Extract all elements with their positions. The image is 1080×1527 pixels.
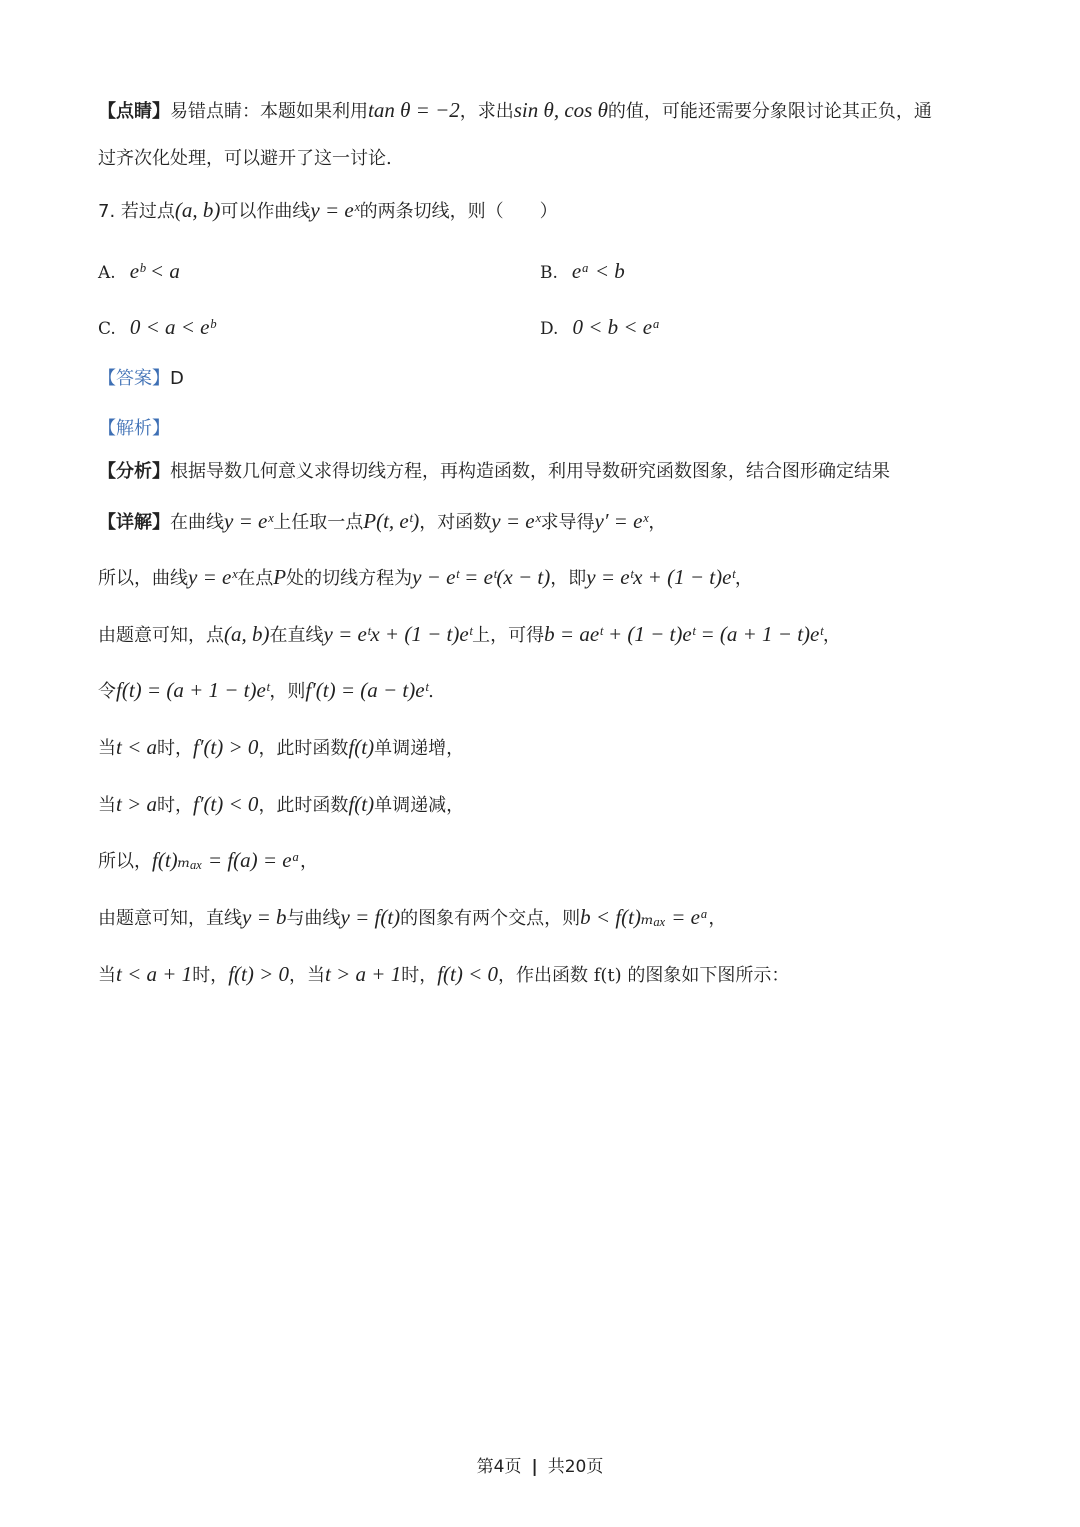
total-pages: 共20页 <box>547 1457 604 1477</box>
xiangjie-line: 【详解】在曲线y = eˣ上任取一点P(t, eᵗ)，对函数y = eˣ求导得y′ = eˣ， <box>98 509 667 533</box>
step-line: 所以，f(t)ₘₐₓ = f(a) = eᵃ， <box>98 848 318 872</box>
step-line: 由题意可知，点(a, b)在直线y = eᵗx + (1 − t)eᵗ上，可得b = aeᵗ + (1 − t)eᵗ = (a + 1 − t)eᵗ， <box>98 622 841 646</box>
option-math: eᵃ < b <box>571 259 625 283</box>
option-letter: B. <box>540 263 558 283</box>
option-math: eᵇ < a <box>129 259 180 283</box>
question-stem: 7. 若过点(a, b)可以作曲线y = eˣ的两条切线，则（ ） <box>98 198 558 222</box>
dianjing-line-2: 过齐次化处理，可以避开了这一讨论. <box>98 148 392 169</box>
step-line: 当t < a时，f′(t) > 0，此时函数f(t)单调递增， <box>98 735 465 759</box>
step-line: 令f(t) = (a + 1 − t)eᵗ，则f′(t) = (a − t)eᵗ. <box>98 678 434 702</box>
option-c <box>98 315 215 340</box>
step-line: 所以，曲线y = eˣ在点P处的切线方程为y − eᵗ = eᵗ(x − t)，即y = eᵗx + (1 − t)eᵗ， <box>98 565 753 589</box>
answer-tag: 【答案】 <box>98 368 170 389</box>
answer-value: D <box>170 368 184 389</box>
option-a <box>98 259 180 284</box>
answer-line <box>98 370 184 388</box>
dianjing-line-1: 【点睛】易错点睛：本题如果利用tan θ = −2，求出sin θ, cos θ的值，可能还需要分象限讨论其正负，通 <box>98 98 932 122</box>
xiangjie-tag: 【详解】 <box>98 512 170 533</box>
option-letter: D. <box>540 319 559 339</box>
option-letter: A. <box>98 263 116 283</box>
fenxi-tag: 【分析】 <box>98 461 170 482</box>
page-footer <box>0 1452 1080 1477</box>
page-number: 第4页 <box>476 1457 522 1477</box>
dianjing-tag: 【点睛】 <box>98 101 170 122</box>
step-line: 由题意可知，直线y = b与曲线y = f(t)的图象有两个交点，则b < f(t)ₘₐₓ = eᵃ， <box>98 905 727 929</box>
step-line: 当t < a + 1时，f(t) > 0，当t > a + 1时，f(t) < 0，作出函数 f(t) 的图象如下图所示： <box>98 962 790 986</box>
option-d <box>540 315 660 340</box>
option-b <box>540 259 625 284</box>
option-letter: C. <box>98 319 116 339</box>
question-number: 7. <box>98 201 116 222</box>
option-math: 0 < a < eᵇ <box>129 315 216 339</box>
fenxi-line: 【分析】根据导数几何意义求得切线方程，再构造函数，利用导数研究函数图象，结合图形确定结果 <box>98 461 890 482</box>
step-line: 当t > a时，f′(t) < 0，此时函数f(t)单调递减， <box>98 792 465 816</box>
analysis-tag: 【解析】 <box>98 418 170 439</box>
option-math: 0 < b < eᵃ <box>572 315 661 339</box>
footer-separator: | <box>531 1457 538 1477</box>
